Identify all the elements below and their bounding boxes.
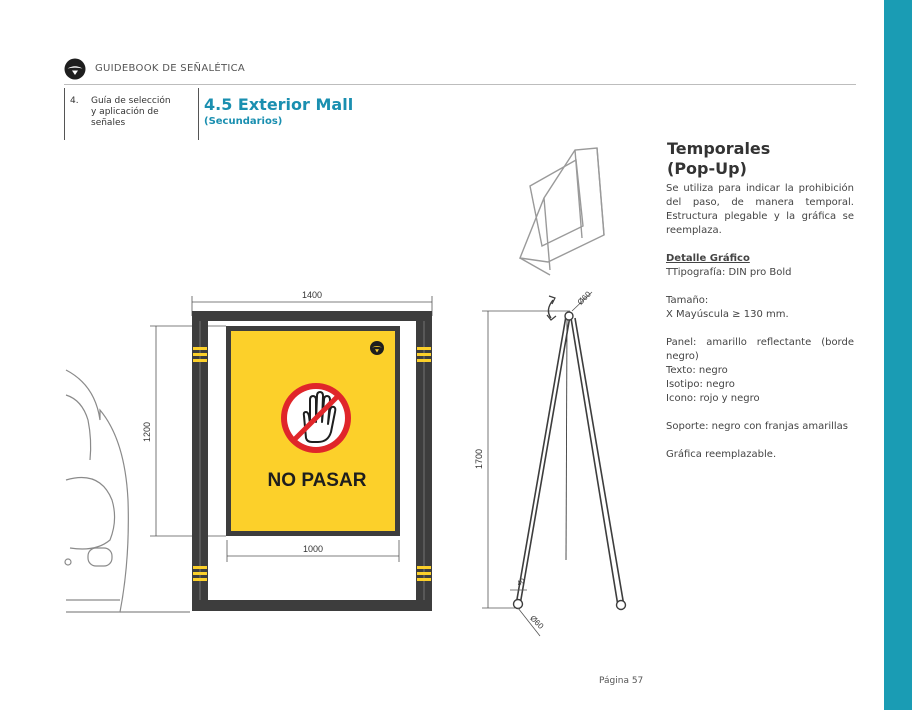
dim-tube-bottom-label: Ø60 — [528, 613, 546, 631]
graphic-spec: Gráfica reemplazable. — [666, 449, 777, 460]
prohibition-hand-icon — [281, 383, 351, 453]
dim-line-height-panel — [150, 326, 226, 536]
stand-side-view — [482, 292, 626, 636]
detail-heading: Detalle Gráfico — [666, 253, 750, 264]
page-subtitle: (Secundarios) — [204, 116, 283, 127]
icon-spec: Icono: rojo y negro — [666, 393, 760, 404]
page-number: Página 57 — [599, 676, 644, 686]
panel-spec: Panel: amarillo reflectante (borde negro) — [666, 337, 854, 362]
isotype-spec: Isotipo: negro — [666, 379, 735, 390]
folded-stand-illustration — [520, 148, 604, 275]
dim-height-panel-label: 1200 — [142, 421, 152, 443]
dim-tube-top-label: Ø60 — [575, 289, 593, 307]
dim-foot-label: 40 — [516, 577, 527, 588]
header-title: GUIDEBOOK DE SEÑALÉTICA — [95, 63, 246, 74]
car-outline — [65, 370, 190, 612]
section-label-line: y aplicación de — [91, 107, 159, 117]
size-label: Tamaño: — [666, 295, 709, 306]
dim-width-outer-label: 1400 — [301, 290, 323, 300]
section-number: 4. — [70, 96, 79, 106]
support-spec: Soporte: negro con franjas amarillas — [666, 421, 848, 432]
size-spec: X Mayúscula ≥ 130 mm. — [666, 309, 789, 320]
dim-width-inner-label: 1000 — [302, 544, 324, 554]
description-title-line: Temporales — [667, 139, 771, 158]
typography-spec: TTipografía: DIN pro Bold — [666, 267, 792, 278]
section-label-line: Guía de selección — [91, 96, 171, 106]
panel-isotype-icon — [370, 341, 384, 355]
description-intro: Se utiliza para indicar la prohibición del paso, de manera temporal. Estructura plegable y la gráfica se reemplaza. — [666, 183, 854, 236]
sign-message: NO PASAR — [267, 470, 367, 491]
section-label-line: señales — [91, 118, 126, 128]
description-title-line: (Pop-Up) — [667, 159, 747, 178]
page-title: 4.5 Exterior Mall — [204, 95, 354, 114]
dim-height-stand-label: 1700 — [474, 448, 484, 470]
text-color-spec: Texto: negro — [666, 365, 728, 376]
